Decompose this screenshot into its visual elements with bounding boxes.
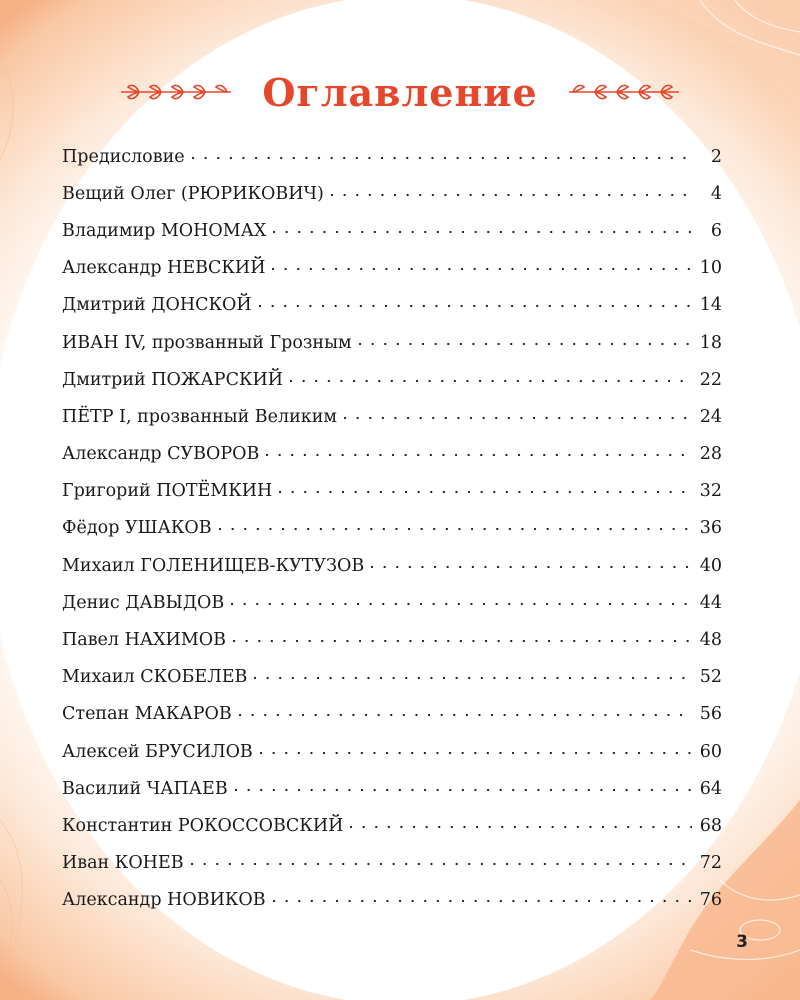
toc-row[interactable] xyxy=(62,250,722,287)
toc-row[interactable] xyxy=(62,361,722,398)
toc-entry-title: Дмитрий ДОНСКОЙ xyxy=(62,295,252,316)
toc-entry-title: Александр СУВОРОВ xyxy=(62,444,260,465)
toc-page-number: 24 xyxy=(699,406,722,427)
toc-row[interactable] xyxy=(62,547,722,584)
toc-entry-title: Дмитрий ПОЖАРСКИЙ xyxy=(62,369,284,390)
toc-row[interactable] xyxy=(62,436,722,473)
toc-entry-title: Предисловие xyxy=(62,146,185,167)
toc-entry-title: Александр НЕВСКИЙ xyxy=(62,258,266,279)
toc-entry-title: Василий ЧАПАЕВ xyxy=(62,778,228,799)
toc-page-number: 44 xyxy=(699,592,722,613)
toc-entry-title: Михаил СКОБЕЛЕВ xyxy=(62,667,248,688)
title-row xyxy=(0,62,800,122)
toc-page-number: 22 xyxy=(699,369,722,390)
toc-page-number: 18 xyxy=(699,332,722,353)
toc-page-number: 28 xyxy=(699,444,722,465)
leader-dots xyxy=(358,338,692,348)
toc-page-number: 72 xyxy=(699,853,722,874)
toc-row[interactable] xyxy=(62,212,722,249)
leader-dots xyxy=(191,152,692,162)
toc-page-number: 14 xyxy=(699,295,722,316)
toc-entry-title: Александр НОВИКОВ xyxy=(62,890,266,911)
toc-row[interactable] xyxy=(62,287,722,324)
toc-row[interactable] xyxy=(62,621,722,658)
toc-row[interactable] xyxy=(62,175,722,212)
toc-entry-title: Иван КОНЕВ xyxy=(62,853,184,874)
leader-dots xyxy=(289,375,692,385)
toc-entry-title: Владимир МОНОМАХ xyxy=(62,220,267,241)
toc-row[interactable] xyxy=(62,696,722,733)
toc-entry-title: Алексей БРУСИЛОВ xyxy=(62,741,253,762)
leader-dots xyxy=(218,523,692,533)
leader-dots xyxy=(258,300,692,310)
toc-page-number: 60 xyxy=(699,741,722,762)
toc-row[interactable] xyxy=(62,584,722,621)
left-laurel-ornament-icon xyxy=(119,79,234,105)
toc-row[interactable] xyxy=(62,733,722,770)
leader-dots xyxy=(370,561,692,571)
toc-page-number: 4 xyxy=(710,183,722,204)
toc-entry-title: Григорий ПОТЁМКИН xyxy=(62,481,273,502)
leader-dots xyxy=(234,784,692,794)
leader-dots xyxy=(238,709,692,719)
toc-entry-title: Степан МАКАРОВ xyxy=(62,704,232,725)
toc-page-number: 2 xyxy=(710,146,722,167)
leader-dots xyxy=(265,449,692,459)
leader-dots xyxy=(330,189,692,199)
toc-entry-title: Денис ДАВЫДОВ xyxy=(62,592,225,613)
leader-dots xyxy=(232,635,692,645)
toc-entry-title: ИВАН IV, прозванный Грозным xyxy=(62,332,352,353)
toc-page-number: 76 xyxy=(699,890,722,911)
leader-dots xyxy=(259,747,692,757)
leader-dots xyxy=(278,486,692,496)
toc-entry-title: Михаил ГОЛЕНИЩЕВ-КУТУЗОВ xyxy=(62,555,365,576)
toc-entry-title: Павел НАХИМОВ xyxy=(62,630,226,651)
toc-page-number: 6 xyxy=(710,220,722,241)
leader-dots xyxy=(343,412,692,422)
toc-page-number: 68 xyxy=(699,815,722,836)
toc-row[interactable] xyxy=(62,770,722,807)
leader-dots xyxy=(230,598,692,608)
toc-row[interactable] xyxy=(62,845,722,882)
page-title: Оглавление xyxy=(262,69,538,115)
toc-page-number: 52 xyxy=(699,667,722,688)
toc-page-number: 32 xyxy=(699,481,722,502)
toc-row[interactable] xyxy=(62,324,722,361)
leader-dots xyxy=(253,672,692,682)
toc-row[interactable] xyxy=(62,807,722,844)
toc-page-number: 56 xyxy=(699,704,722,725)
toc-row[interactable] xyxy=(62,473,722,510)
toc-row[interactable] xyxy=(62,882,722,919)
leader-dots xyxy=(272,895,692,905)
leader-dots xyxy=(272,226,692,236)
toc-entry-title: Константин РОКОССОВСКИЙ xyxy=(62,815,344,836)
toc-page-number: 10 xyxy=(699,258,722,279)
toc-page-number: 48 xyxy=(699,630,722,651)
toc-row[interactable] xyxy=(62,510,722,547)
toc-page-number: 64 xyxy=(699,778,722,799)
table-of-contents xyxy=(62,138,722,919)
page-number: 3 xyxy=(736,932,748,952)
toc-entry-title: Фёдор УШАКОВ xyxy=(62,518,212,539)
toc-row[interactable] xyxy=(62,138,722,175)
right-laurel-ornament-icon xyxy=(566,79,681,105)
toc-row[interactable] xyxy=(62,398,722,435)
toc-row[interactable] xyxy=(62,659,722,696)
leader-dots xyxy=(190,858,692,868)
toc-page-number: 40 xyxy=(699,555,722,576)
leader-dots xyxy=(349,821,692,831)
toc-entry-title: Вещий Олег (РЮРИКОВИЧ) xyxy=(62,183,324,204)
toc-page-number: 36 xyxy=(699,518,722,539)
leader-dots xyxy=(271,263,692,273)
toc-entry-title: ПЁТР I, прозванный Великим xyxy=(62,406,338,427)
